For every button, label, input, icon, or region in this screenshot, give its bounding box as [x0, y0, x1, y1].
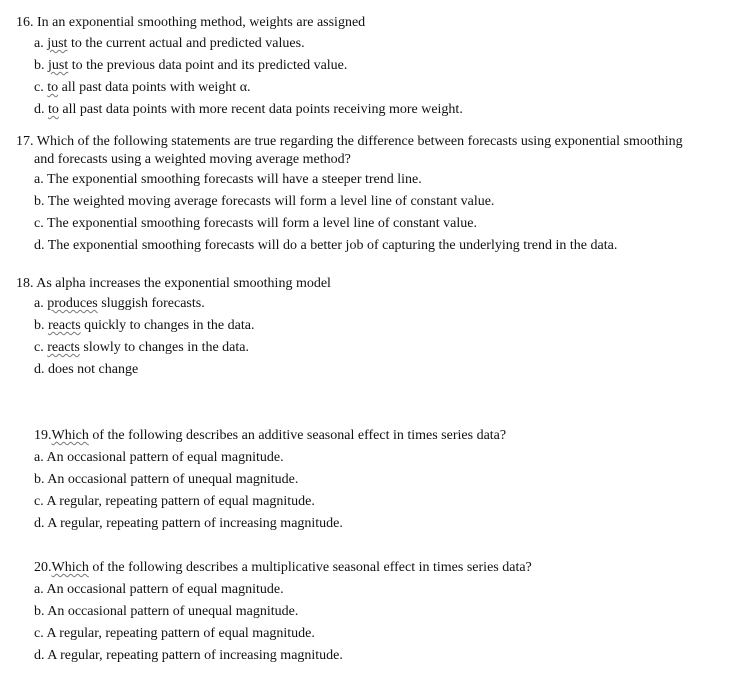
option-text: The exponential smoothing forecasts will do a better job of capturing the underlying trend in the data. — [47, 238, 618, 253]
spell-flagged-word: produces — [47, 296, 98, 311]
option-18a — [34, 295, 205, 312]
question-text: In an exponential smoothing method, weights are assigned — [37, 15, 366, 30]
option-text: quickly to changes in the data. — [80, 318, 255, 333]
option-17d — [34, 237, 617, 254]
option-text: A regular, repeating pattern of increasing magnitude. — [47, 648, 343, 663]
option-16a — [34, 35, 305, 52]
option-18d — [34, 361, 138, 378]
option-16d — [34, 101, 463, 118]
option-16c — [34, 79, 251, 96]
option-letter: c. — [34, 80, 44, 95]
question-number: 20. — [34, 560, 52, 575]
option-letter: a. — [34, 172, 44, 187]
option-17b — [34, 193, 494, 210]
option-letter: b. — [34, 58, 45, 73]
question-19-stem — [34, 427, 506, 444]
option-text: An occasional pattern of equal magnitude. — [46, 450, 284, 465]
option-20c — [34, 625, 315, 642]
option-letter: d. — [34, 648, 45, 663]
question-16-stem — [16, 14, 365, 31]
option-text: A regular, repeating pattern of equal magnitude. — [46, 626, 315, 641]
option-18b — [34, 317, 254, 334]
option-text: An occasional pattern of equal magnitude. — [46, 582, 284, 597]
option-text: An occasional pattern of unequal magnitude. — [47, 604, 299, 619]
option-20d — [34, 647, 343, 664]
option-19a — [34, 449, 284, 466]
option-letter: c. — [34, 216, 44, 231]
spell-flagged-word: to — [48, 102, 59, 117]
option-17c — [34, 215, 477, 232]
option-letter: d. — [34, 516, 45, 531]
option-letter: b. — [34, 318, 45, 333]
option-letter: a. — [34, 582, 44, 597]
option-letter: c. — [34, 494, 44, 509]
option-letter: a. — [34, 450, 44, 465]
option-letter: d. — [34, 362, 45, 377]
question-number: 19. — [34, 428, 52, 443]
question-text: of the following describes a multiplicative seasonal effect in times series data? — [88, 560, 532, 575]
spell-flagged-word: to — [47, 80, 59, 95]
question-17-stem — [16, 133, 683, 150]
question-text: of the following describes an additive seasonal effect in times series data? — [88, 428, 507, 443]
option-letter: c. — [34, 340, 44, 355]
option-text: The exponential smoothing forecasts will have a steeper trend line. — [46, 172, 422, 187]
spell-flagged-word: reacts — [48, 318, 81, 333]
option-letter: a. — [34, 36, 44, 51]
spell-flagged-word: reacts — [47, 340, 80, 355]
option-text: to the previous data point and its predicted value. — [68, 58, 348, 73]
option-letter: b. — [34, 472, 45, 487]
option-18c — [34, 339, 249, 356]
question-number: 17. — [16, 134, 34, 149]
option-letter: d. — [34, 238, 45, 253]
option-17a — [34, 171, 422, 188]
option-text: to the current actual and predicted values. — [67, 36, 305, 51]
spell-flagged-word: Which — [51, 560, 89, 575]
question-number: 18. — [16, 276, 34, 291]
question-17-stem-continued: and forecasts using a weighted moving average method? — [34, 152, 351, 167]
option-text: A regular, repeating pattern of equal magnitude. — [46, 494, 315, 509]
option-text: sluggish forecasts. — [97, 296, 205, 311]
option-16b — [34, 57, 347, 74]
question-text: As alpha increases the exponential smoothing model — [36, 276, 331, 291]
question-20-stem — [34, 559, 532, 576]
spell-flagged-word: just — [47, 36, 68, 51]
option-text: A regular, repeating pattern of increasing magnitude. — [47, 516, 343, 531]
option-letter: b. — [34, 194, 45, 209]
question-18-stem — [16, 275, 331, 292]
option-19d — [34, 515, 343, 532]
option-19c — [34, 493, 315, 510]
option-letter: b. — [34, 604, 45, 619]
option-19b — [34, 471, 298, 488]
option-text: all past data points with weight α. — [58, 80, 251, 95]
spell-flagged-word: Which — [51, 428, 89, 443]
option-letter: c. — [34, 626, 44, 641]
question-text: Which of the following statements are true regarding the difference between forecasts using exponential smoothing — [36, 134, 683, 149]
option-text: An occasional pattern of unequal magnitude. — [47, 472, 299, 487]
option-20b — [34, 603, 298, 620]
option-20a — [34, 581, 284, 598]
option-text: does not change — [48, 362, 139, 377]
option-text: slowly to changes in the data. — [79, 340, 250, 355]
option-letter: d. — [34, 102, 45, 117]
option-text: The weighted moving average forecasts will form a level line of constant value. — [47, 194, 495, 209]
option-text: The exponential smoothing forecasts will form a level line of constant value. — [46, 216, 477, 231]
option-letter: a. — [34, 296, 44, 311]
option-text: all past data points with more recent data points receiving more weight. — [58, 102, 463, 117]
spell-flagged-word: just — [48, 58, 69, 73]
question-number: 16. — [16, 15, 34, 30]
